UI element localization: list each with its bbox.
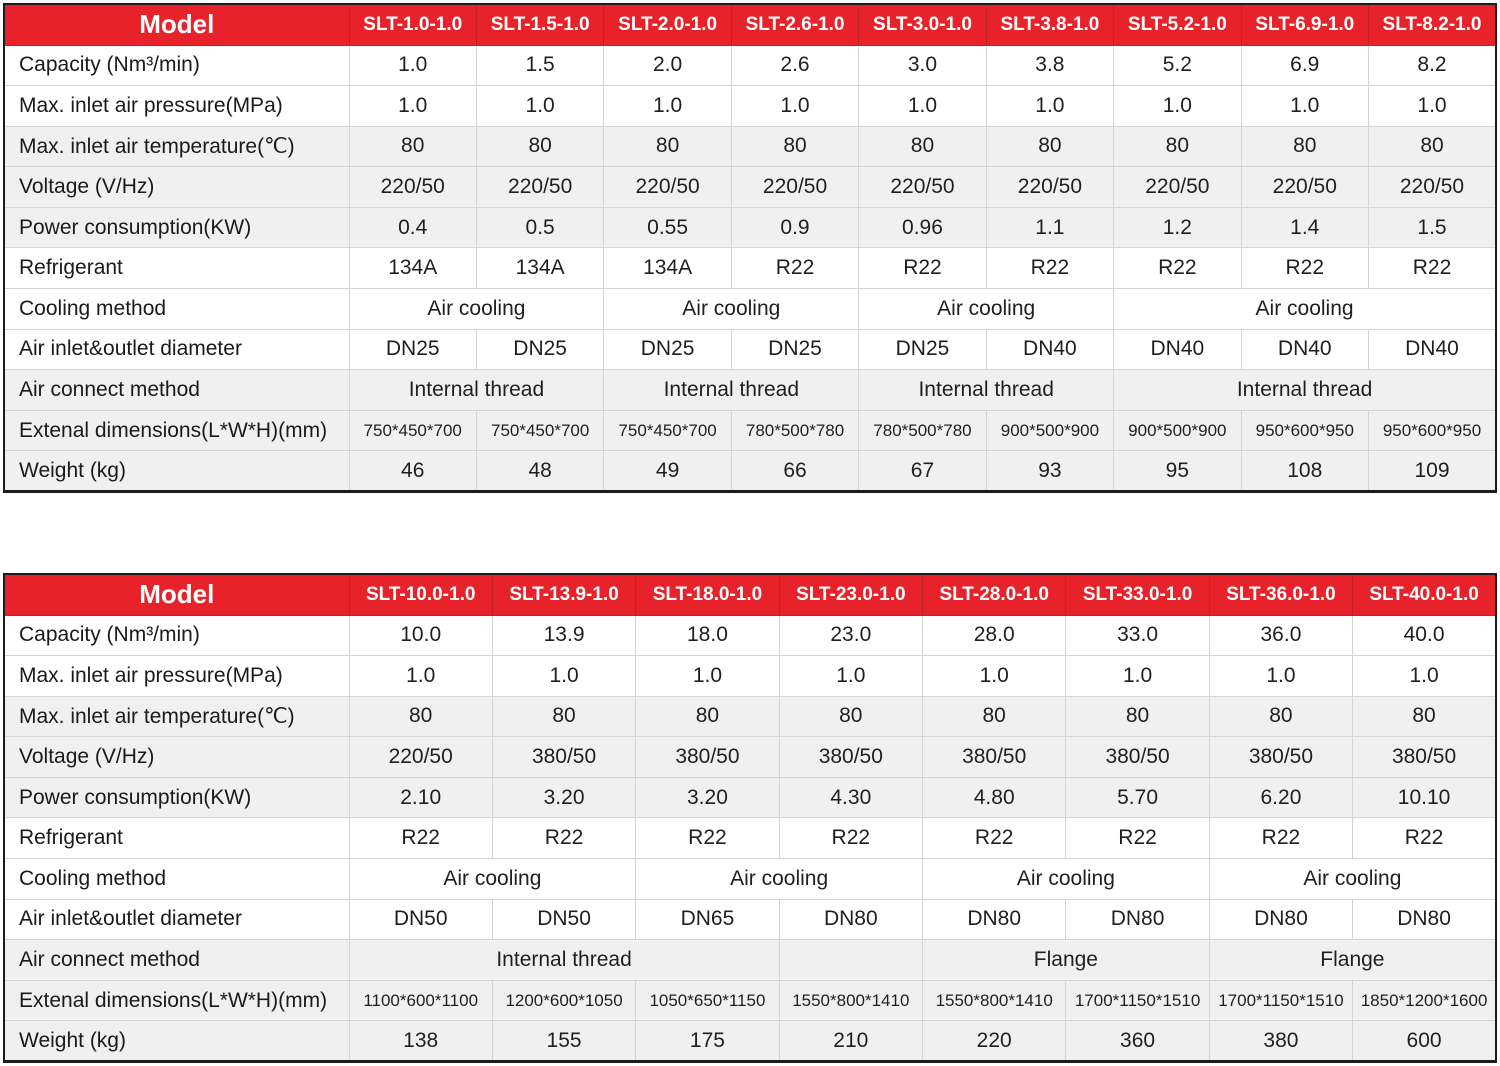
model-column-header: SLT-18.0-1.0 bbox=[636, 574, 779, 615]
spec-value-cell: 8.2 bbox=[1369, 45, 1497, 86]
spec-value-cell: 1.4 bbox=[1241, 207, 1368, 248]
spec-row bbox=[4, 248, 1496, 289]
spec-value-cell: 80 bbox=[923, 696, 1066, 737]
row-label: Refrigerant bbox=[4, 818, 349, 859]
spec-value-cell: 2.0 bbox=[604, 45, 731, 86]
row-label: Max. inlet air pressure(MPa) bbox=[4, 656, 349, 697]
spec-table-large-models bbox=[3, 573, 1497, 1063]
spec-value-cell: 220 bbox=[923, 1021, 1066, 1062]
spec-value-cell: DN80 bbox=[923, 899, 1066, 940]
spec-value-cell: R22 bbox=[779, 818, 922, 859]
spec-value-cell: 380/50 bbox=[492, 737, 635, 778]
row-label: Max. inlet air temperature(℃) bbox=[4, 126, 349, 167]
spec-value-cell: Air cooling bbox=[636, 859, 923, 900]
spec-value-cell: 1.0 bbox=[492, 656, 635, 697]
model-column-header: SLT-23.0-1.0 bbox=[779, 574, 922, 615]
spec-value-cell: 2.10 bbox=[349, 777, 492, 818]
spec-value-cell: 6.9 bbox=[1241, 45, 1368, 86]
spec-value-cell: 1.0 bbox=[349, 45, 476, 86]
spec-value-cell: R22 bbox=[492, 818, 635, 859]
spec-value-cell: DN25 bbox=[476, 329, 603, 370]
spec-value-cell: 1.0 bbox=[1353, 656, 1496, 697]
spec-value-cell: Air cooling bbox=[1114, 289, 1496, 330]
spec-value-cell: DN25 bbox=[604, 329, 731, 370]
spec-value-cell: 4.80 bbox=[923, 777, 1066, 818]
spec-row bbox=[4, 899, 1496, 940]
spec-value-cell: 220/50 bbox=[476, 167, 603, 208]
spec-value-cell: 80 bbox=[476, 126, 603, 167]
spec-value-cell: DN80 bbox=[1066, 899, 1209, 940]
spec-value-cell: R22 bbox=[731, 248, 858, 289]
spec-value-cell: 5.70 bbox=[1066, 777, 1209, 818]
row-label: Cooling method bbox=[4, 859, 349, 900]
model-header-label: Model bbox=[4, 574, 349, 615]
spec-value-cell: 750*450*700 bbox=[604, 410, 731, 451]
spec-value-cell: 1.0 bbox=[859, 86, 986, 127]
spec-value-cell: 220/50 bbox=[349, 737, 492, 778]
spec-value-cell: 175 bbox=[636, 1021, 779, 1062]
spec-value-cell: Internal thread bbox=[349, 370, 604, 411]
spec-value-cell: 380/50 bbox=[1353, 737, 1496, 778]
spec-value-cell: 220/50 bbox=[1114, 167, 1241, 208]
spec-value-cell: DN80 bbox=[1209, 899, 1352, 940]
spec-value-cell: 1.0 bbox=[604, 86, 731, 127]
spec-value-cell bbox=[779, 940, 922, 981]
spec-value-cell: 1850*1200*1600 bbox=[1353, 980, 1496, 1021]
spec-value-cell: 109 bbox=[1369, 451, 1497, 492]
spec-value-cell: 1100*600*1100 bbox=[349, 980, 492, 1021]
spec-value-cell: 93 bbox=[986, 451, 1113, 492]
spec-row bbox=[4, 656, 1496, 697]
spec-value-cell: DN40 bbox=[1114, 329, 1241, 370]
spec-value-cell: 80 bbox=[1369, 126, 1497, 167]
spec-row bbox=[4, 126, 1496, 167]
spec-value-cell: 80 bbox=[636, 696, 779, 737]
spec-value-cell: 1.1 bbox=[986, 207, 1113, 248]
spec-value-cell: 1550*800*1410 bbox=[779, 980, 922, 1021]
spec-value-cell: 220/50 bbox=[1369, 167, 1497, 208]
spec-value-cell: Air cooling bbox=[1209, 859, 1496, 900]
spec-value-cell: 108 bbox=[1241, 451, 1368, 492]
row-label: Cooling method bbox=[4, 289, 349, 330]
spec-value-cell: 380/50 bbox=[636, 737, 779, 778]
spec-value-cell: 0.4 bbox=[349, 207, 476, 248]
spec-value-cell: Air cooling bbox=[349, 859, 636, 900]
spec-value-cell: 80 bbox=[349, 696, 492, 737]
spec-row bbox=[4, 1021, 1496, 1062]
spec-value-cell: 1550*800*1410 bbox=[923, 980, 1066, 1021]
spec-value-cell: 1.0 bbox=[1114, 86, 1241, 127]
spec-value-cell: 1.0 bbox=[779, 656, 922, 697]
spec-value-cell: R22 bbox=[986, 248, 1113, 289]
model-column-header: SLT-8.2-1.0 bbox=[1369, 4, 1497, 45]
spec-value-cell: 10.0 bbox=[349, 615, 492, 656]
spec-value-cell: R22 bbox=[1241, 248, 1368, 289]
spec-value-cell: 220/50 bbox=[986, 167, 1113, 208]
spec-value-cell: 220/50 bbox=[1241, 167, 1368, 208]
spec-value-cell: 80 bbox=[1066, 696, 1209, 737]
row-label: Weight (kg) bbox=[4, 451, 349, 492]
row-label: Refrigerant bbox=[4, 248, 349, 289]
spec-value-cell: 80 bbox=[1114, 126, 1241, 167]
row-label: Weight (kg) bbox=[4, 1021, 349, 1062]
spec-value-cell: 80 bbox=[859, 126, 986, 167]
spec-value-cell: 220/50 bbox=[859, 167, 986, 208]
spec-row bbox=[4, 370, 1496, 411]
row-label: Power consumption(KW) bbox=[4, 777, 349, 818]
spec-value-cell: 6.20 bbox=[1209, 777, 1352, 818]
spec-value-cell: 750*450*700 bbox=[476, 410, 603, 451]
model-column-header: SLT-28.0-1.0 bbox=[923, 574, 1066, 615]
model-column-header: SLT-1.5-1.0 bbox=[476, 4, 603, 45]
spec-value-cell: 80 bbox=[779, 696, 922, 737]
spec-value-cell: 220/50 bbox=[731, 167, 858, 208]
spec-value-cell: DN50 bbox=[349, 899, 492, 940]
spec-value-cell: R22 bbox=[636, 818, 779, 859]
spec-value-cell: 3.8 bbox=[986, 45, 1113, 86]
spec-value-cell: R22 bbox=[1353, 818, 1496, 859]
spec-value-cell: 28.0 bbox=[923, 615, 1066, 656]
row-label: Extenal dimensions(L*W*H)(mm) bbox=[4, 410, 349, 451]
spec-value-cell: 0.96 bbox=[859, 207, 986, 248]
spec-value-cell: 5.2 bbox=[1114, 45, 1241, 86]
spec-value-cell: 40.0 bbox=[1353, 615, 1496, 656]
spec-row bbox=[4, 167, 1496, 208]
spec-value-cell: 380/50 bbox=[1209, 737, 1352, 778]
spec-value-cell: Air cooling bbox=[349, 289, 604, 330]
row-label: Voltage (V/Hz) bbox=[4, 167, 349, 208]
model-column-header: SLT-6.9-1.0 bbox=[1241, 4, 1368, 45]
spec-value-cell: 950*600*950 bbox=[1369, 410, 1497, 451]
model-column-header: SLT-2.6-1.0 bbox=[731, 4, 858, 45]
spec-value-cell: 80 bbox=[1209, 696, 1352, 737]
spec-value-cell: Internal thread bbox=[859, 370, 1114, 411]
model-column-header: SLT-33.0-1.0 bbox=[1066, 574, 1209, 615]
spec-row bbox=[4, 451, 1496, 492]
spec-row bbox=[4, 818, 1496, 859]
spec-value-cell: DN40 bbox=[1369, 329, 1497, 370]
spec-value-cell: 3.20 bbox=[492, 777, 635, 818]
model-column-header: SLT-3.0-1.0 bbox=[859, 4, 986, 45]
spec-value-cell: DN25 bbox=[349, 329, 476, 370]
spec-value-cell: DN25 bbox=[859, 329, 986, 370]
spec-value-cell: 134A bbox=[349, 248, 476, 289]
spec-value-cell: 1.0 bbox=[476, 86, 603, 127]
row-label: Power consumption(KW) bbox=[4, 207, 349, 248]
spec-value-cell: 18.0 bbox=[636, 615, 779, 656]
spec-value-cell: 13.9 bbox=[492, 615, 635, 656]
spec-value-cell: 0.55 bbox=[604, 207, 731, 248]
spec-value-cell: 1.0 bbox=[1369, 86, 1497, 127]
spec-value-cell: 134A bbox=[604, 248, 731, 289]
spec-value-cell: 10.10 bbox=[1353, 777, 1496, 818]
row-label: Capacity (Nm³/min) bbox=[4, 615, 349, 656]
spec-value-cell: Internal thread bbox=[1114, 370, 1496, 411]
model-column-header: SLT-40.0-1.0 bbox=[1353, 574, 1496, 615]
row-label: Extenal dimensions(L*W*H)(mm) bbox=[4, 980, 349, 1021]
spec-value-cell: 95 bbox=[1114, 451, 1241, 492]
spec-value-cell: 3.20 bbox=[636, 777, 779, 818]
spec-table-small-models bbox=[3, 3, 1497, 493]
spec-value-cell: DN80 bbox=[1353, 899, 1496, 940]
spec-value-cell: 360 bbox=[1066, 1021, 1209, 1062]
spec-value-cell: 1.0 bbox=[636, 656, 779, 697]
spec-value-cell: R22 bbox=[1209, 818, 1352, 859]
spec-value-cell: 900*500*900 bbox=[1114, 410, 1241, 451]
spec-value-cell: 49 bbox=[604, 451, 731, 492]
spec-value-cell: 2.6 bbox=[731, 45, 858, 86]
spec-value-cell: 155 bbox=[492, 1021, 635, 1062]
spec-value-cell: 33.0 bbox=[1066, 615, 1209, 656]
spec-value-cell: 1050*650*1150 bbox=[636, 980, 779, 1021]
spec-row bbox=[4, 207, 1496, 248]
spec-value-cell: 380 bbox=[1209, 1021, 1352, 1062]
spec-value-cell: Air cooling bbox=[859, 289, 1114, 330]
spec-value-cell: DN25 bbox=[731, 329, 858, 370]
row-label: Air inlet&outlet diameter bbox=[4, 329, 349, 370]
spec-value-cell: 1.5 bbox=[1369, 207, 1497, 248]
spec-value-cell: 220/50 bbox=[604, 167, 731, 208]
model-header-row bbox=[4, 574, 1496, 615]
spec-value-cell: Flange bbox=[923, 940, 1210, 981]
row-label: Air inlet&outlet diameter bbox=[4, 899, 349, 940]
spec-value-cell: 48 bbox=[476, 451, 603, 492]
spec-value-cell: DN65 bbox=[636, 899, 779, 940]
spec-value-cell: 134A bbox=[476, 248, 603, 289]
spec-value-cell: Air cooling bbox=[604, 289, 859, 330]
model-column-header: SLT-36.0-1.0 bbox=[1209, 574, 1352, 615]
model-column-header: SLT-2.0-1.0 bbox=[604, 4, 731, 45]
spec-value-cell: 80 bbox=[604, 126, 731, 167]
spec-value-cell: 780*500*780 bbox=[731, 410, 858, 451]
spec-value-cell: 1.0 bbox=[1209, 656, 1352, 697]
spec-value-cell: DN80 bbox=[779, 899, 922, 940]
spec-value-cell: 36.0 bbox=[1209, 615, 1352, 656]
row-label: Max. inlet air pressure(MPa) bbox=[4, 86, 349, 127]
spec-value-cell: 900*500*900 bbox=[986, 410, 1113, 451]
spec-value-cell: 1700*1150*1510 bbox=[1066, 980, 1209, 1021]
model-column-header: SLT-1.0-1.0 bbox=[349, 4, 476, 45]
spec-value-cell: 1.0 bbox=[1066, 656, 1209, 697]
spec-value-cell: 750*450*700 bbox=[349, 410, 476, 451]
spec-value-cell: 67 bbox=[859, 451, 986, 492]
spec-value-cell: R22 bbox=[923, 818, 1066, 859]
spec-value-cell: 1.0 bbox=[731, 86, 858, 127]
spec-value-cell: DN50 bbox=[492, 899, 635, 940]
spec-value-cell: 1200*600*1050 bbox=[492, 980, 635, 1021]
spec-value-cell: 1.0 bbox=[923, 656, 1066, 697]
model-column-header: SLT-3.8-1.0 bbox=[986, 4, 1113, 45]
spec-row bbox=[4, 615, 1496, 656]
spec-value-cell: 950*600*950 bbox=[1241, 410, 1368, 451]
spec-row bbox=[4, 45, 1496, 86]
spec-row bbox=[4, 329, 1496, 370]
spec-value-cell: 4.30 bbox=[779, 777, 922, 818]
spec-value-cell: 3.0 bbox=[859, 45, 986, 86]
model-header-label: Model bbox=[4, 4, 349, 45]
row-label: Max. inlet air temperature(℃) bbox=[4, 696, 349, 737]
spec-value-cell: R22 bbox=[1066, 818, 1209, 859]
spec-value-cell: 1.0 bbox=[349, 656, 492, 697]
model-column-header: SLT-10.0-1.0 bbox=[349, 574, 492, 615]
spec-value-cell: 80 bbox=[731, 126, 858, 167]
spec-row bbox=[4, 859, 1496, 900]
spec-value-cell: 1.0 bbox=[986, 86, 1113, 127]
spec-value-cell: 380/50 bbox=[1066, 737, 1209, 778]
spec-value-cell: R22 bbox=[859, 248, 986, 289]
spec-value-cell: R22 bbox=[1369, 248, 1497, 289]
spec-value-cell: R22 bbox=[349, 818, 492, 859]
spec-value-cell: 380/50 bbox=[923, 737, 1066, 778]
spec-value-cell: 220/50 bbox=[349, 167, 476, 208]
spec-value-cell: 1.0 bbox=[1241, 86, 1368, 127]
spec-value-cell: DN40 bbox=[986, 329, 1113, 370]
row-label: Capacity (Nm³/min) bbox=[4, 45, 349, 86]
spec-value-cell: Flange bbox=[1209, 940, 1496, 981]
spec-value-cell: Internal thread bbox=[604, 370, 859, 411]
spec-value-cell: 23.0 bbox=[779, 615, 922, 656]
row-label: Voltage (V/Hz) bbox=[4, 737, 349, 778]
model-column-header: SLT-5.2-1.0 bbox=[1114, 4, 1241, 45]
spec-value-cell: 1700*1150*1510 bbox=[1209, 980, 1352, 1021]
spec-value-cell: 0.5 bbox=[476, 207, 603, 248]
spec-row bbox=[4, 696, 1496, 737]
spec-row bbox=[4, 410, 1496, 451]
spec-value-cell: 66 bbox=[731, 451, 858, 492]
spec-row bbox=[4, 777, 1496, 818]
row-label: Air connect method bbox=[4, 370, 349, 411]
spec-row bbox=[4, 86, 1496, 127]
model-column-header: SLT-13.9-1.0 bbox=[492, 574, 635, 615]
spec-value-cell: Air cooling bbox=[923, 859, 1210, 900]
spec-value-cell: R22 bbox=[1114, 248, 1241, 289]
row-label: Air connect method bbox=[4, 940, 349, 981]
spec-value-cell: 1.0 bbox=[349, 86, 476, 127]
spec-value-cell: 80 bbox=[1241, 126, 1368, 167]
spec-value-cell: Internal thread bbox=[349, 940, 779, 981]
model-header-row bbox=[4, 4, 1496, 45]
spec-row bbox=[4, 940, 1496, 981]
spec-value-cell: 80 bbox=[492, 696, 635, 737]
spec-row bbox=[4, 737, 1496, 778]
spec-value-cell: 0.9 bbox=[731, 207, 858, 248]
spec-value-cell: 80 bbox=[986, 126, 1113, 167]
spec-value-cell: 600 bbox=[1353, 1021, 1496, 1062]
spec-value-cell: 138 bbox=[349, 1021, 492, 1062]
spec-row bbox=[4, 980, 1496, 1021]
spec-row bbox=[4, 289, 1496, 330]
spec-value-cell: 210 bbox=[779, 1021, 922, 1062]
spec-value-cell: 780*500*780 bbox=[859, 410, 986, 451]
spec-value-cell: 1.5 bbox=[476, 45, 603, 86]
spec-value-cell: 80 bbox=[349, 126, 476, 167]
spec-value-cell: 380/50 bbox=[779, 737, 922, 778]
spec-value-cell: DN40 bbox=[1241, 329, 1368, 370]
spec-value-cell: 46 bbox=[349, 451, 476, 492]
spec-value-cell: 80 bbox=[1353, 696, 1496, 737]
spec-value-cell: 1.2 bbox=[1114, 207, 1241, 248]
